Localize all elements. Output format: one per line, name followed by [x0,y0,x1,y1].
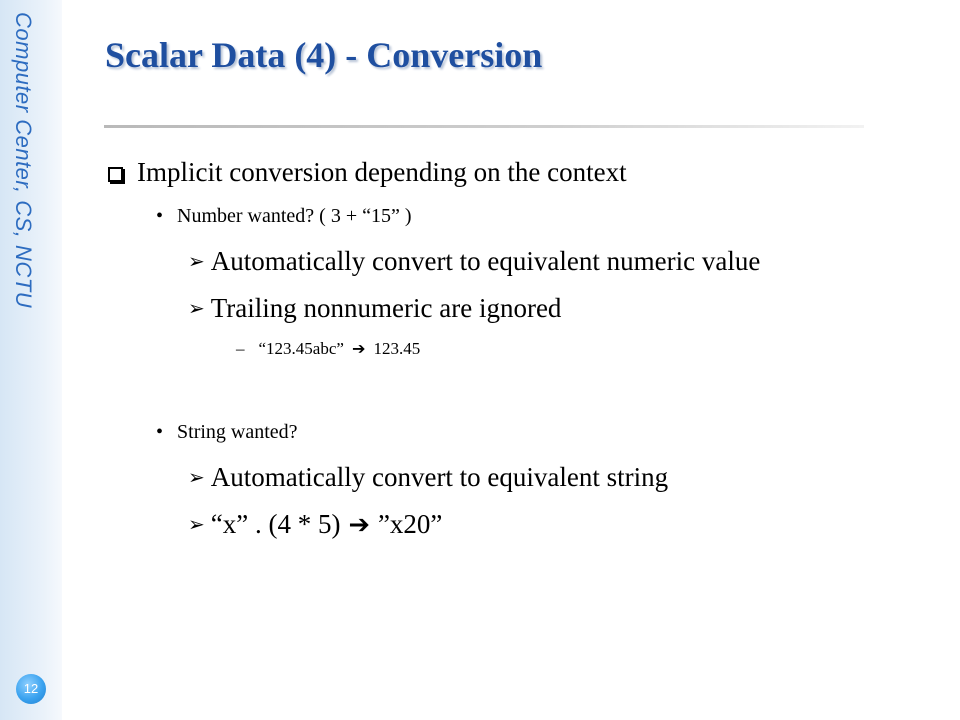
right-arrowhead-icon: ➢ [188,249,205,273]
number-point-1-text: Automatically convert to equivalent numeric value [210,246,761,276]
number-example [236,339,420,359]
right-arrowhead-icon: ➢ [188,512,205,536]
bold-right-arrow-icon: ➔ [348,510,370,540]
number-wanted-item [156,205,412,228]
slide-title: Scalar Data (4) - Conversion [105,35,543,75]
dash-bullet-icon: – [236,339,245,358]
page-number-badge: 12 [16,674,46,704]
bold-right-arrow-icon: ➔ [351,339,366,358]
right-arrowhead-icon: ➢ [188,296,205,320]
string-point-1-text: Automatically convert to equivalent string [210,462,669,492]
number-example-right: 123.45 [373,339,421,358]
string-point-1 [188,462,668,493]
heading-text: Implicit conversion depending on the context [137,157,627,187]
round-bullet-icon: • [156,205,164,227]
number-example-left: “123.45abc” [258,339,344,358]
heading-item [108,157,627,188]
title-divider [104,125,864,128]
string-wanted-text: String wanted? [177,421,298,443]
right-arrowhead-icon: ➢ [188,465,205,489]
string-example-right: ”x20” [377,509,443,539]
square-bullet-icon [108,167,123,182]
string-wanted-item [156,421,298,444]
number-point-2 [188,293,561,324]
string-example [188,509,442,540]
round-bullet-icon: • [156,421,164,443]
sidebar-label: Computer Center, CS, NCTU [11,12,36,309]
number-point-2-text: Trailing nonnumeric are ignored [210,293,562,323]
sidebar [0,0,62,720]
number-wanted-text: Number wanted? ( 3 + “15” ) [177,205,412,227]
string-example-left: “x” . (4 * 5) [210,509,341,539]
number-point-1 [188,246,760,277]
